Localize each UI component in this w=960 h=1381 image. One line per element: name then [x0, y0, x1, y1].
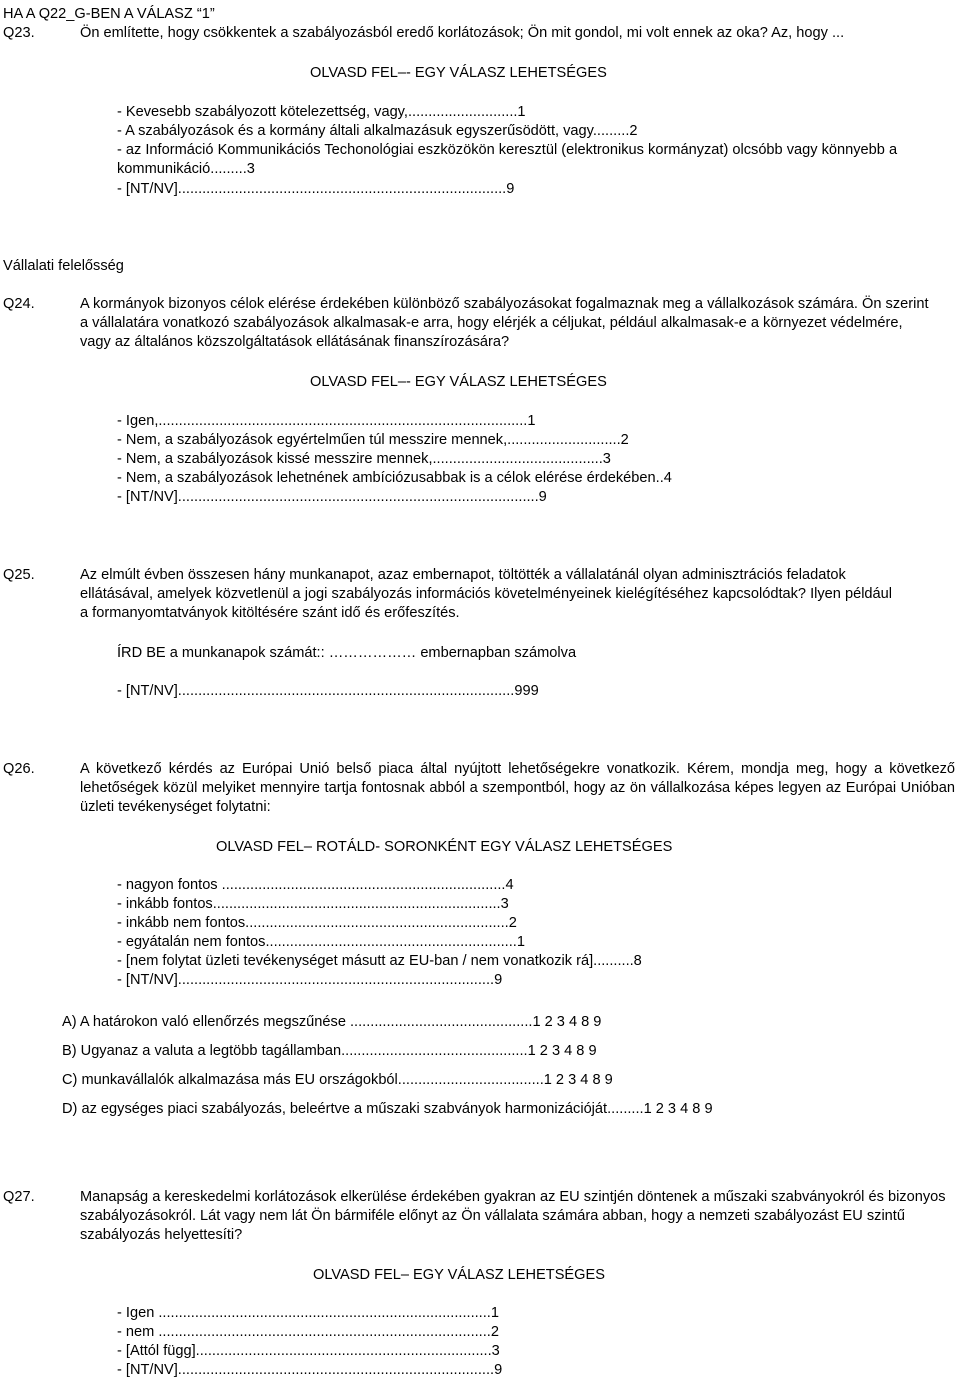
- q24-option-3: - Nem, a szabályozások kissé messzire mennek,..........................................3: [117, 451, 611, 467]
- q26-instruction: OLVASD FEL– ROTÁLD- SORONKÉNT EGY VÁLASZ LEHETSÉGES: [216, 839, 673, 855]
- q25-entry-field[interactable]: ÍRD BE a munkanapok számát:: ……………… embernapban számolva: [117, 645, 577, 661]
- q24-option-2: - Nem, a szabályozások egyértelműen túl messzire mennek,............................2: [117, 432, 629, 448]
- q23-number: Q23.: [3, 25, 35, 41]
- q26-number: Q26.: [3, 761, 35, 777]
- q24-number: Q24.: [3, 296, 35, 312]
- q27-option-9: - [NT/NV]..............................................................................9: [117, 1362, 503, 1378]
- q26-option-3: - inkább fontos.......................................................................3: [117, 896, 509, 912]
- q26-option-2: - inkább nem fontos.................................................................2: [117, 915, 517, 931]
- q25-number: Q25.: [3, 567, 35, 583]
- q27-instruction: OLVASD FEL– EGY VÁLASZ LEHETSÉGES: [313, 1267, 605, 1283]
- q24-question: A kormányok bizonyos célok elérése érdekében különböző szabályozásokat fogalmaznak meg a vállalkozások számára. Ön szerint a vállalatára vonatkozó szabályozások alkalmasak-e arra, hogy elérjék a céljukat, például alkalmasak-e a környezet védelmére, vagy az általános közszolgáltatások ellátásának finanszírozására?: [80, 296, 929, 350]
- q26-question: A következő kérdés az Európai Unió belső piaca által nyújtott lehetőségekre vonatkozik. Kérem, mondja meg, hogy a következő lehetőségek közül melyiket mennyire tartja fontosnak abból a szempontból, hogy az ön vállalkozása képes legyen az Európai Unióban üzleti tevékenységet folytatni:: [80, 761, 955, 815]
- q27-option-2: - nem ..................................................................................2: [117, 1324, 499, 1340]
- routing-instruction: HA A Q22_G-BEN A VÁLASZ “1”: [3, 6, 215, 22]
- q27-number: Q27.: [3, 1189, 35, 1205]
- q26-option-1: - egyátalán nem fontos..............................................................1: [117, 934, 525, 950]
- q24-instruction: OLVASD FEL–- EGY VÁLASZ LEHETSÉGES: [310, 374, 607, 390]
- q26-item-b: B) Ugyanaz a valuta a legtöbb tagállamban..............................................1 2 3 4 8 9: [62, 1043, 597, 1059]
- q23-option-9: - [NT/NV].................................................................................9: [117, 181, 515, 197]
- q26-option-9: - [NT/NV]..............................................................................9: [117, 972, 503, 988]
- q26-option-8: - [nem folytat üzleti tevékenységet másutt az EU-ban / nem vonatkozik rá]..........8: [117, 953, 642, 969]
- q26-item-c: C) munkavállalók alkalmazása más EU országokból....................................1 2 3 4 8 9: [62, 1072, 613, 1088]
- q24-option-1: - Igen,...........................................................................................1: [117, 413, 536, 429]
- q26-item-a: A) A határokon való ellenőrzés megszűnése .............................................1 2 3 4 8 9: [62, 1014, 602, 1030]
- q26-item-d: D) az egységes piaci szabályozás, beleértve a műszaki szabványok harmonizációját.........1 2 3 4 8 9: [62, 1101, 713, 1117]
- q23-question: Ön említette, hogy csökkentek a szabályozásból eredő korlátozások; Ön mit gondol, mi volt ennek az oka? Az, hogy ...: [80, 25, 845, 41]
- q27-question: Manapság a kereskedelmi korlátozások elkerülése érdekében gyakran az EU szintjén döntenek a műszaki szabványokról és bizonyos szabályozásokról. Lát vagy nem lát Ön bármiféle előnyt az Ön vállalata számára abban, hogy a nemzeti szabályozást EU szintű szabályozás helyettesíti?: [80, 1189, 946, 1243]
- q23-option-2: - A szabályozások és a kormány általi alkalmazásuk egyszerűsödött, vagy.........2: [117, 123, 638, 139]
- q25-option-999: - [NT/NV]...................................................................................999: [117, 683, 539, 699]
- q25-question: Az elmúlt évben összesen hány munkanapot, azaz embernapot, töltötték a vállalatánál olyan adminisztrációs feladatok ellátásával, amelyek közvetlenül a jogi szabályozás információs követelményeinek kielégítéséhez kapcsolódtak? Ilyen például a formanyomtatványok kitöltésére szánt idő és erőfeszítés.: [80, 567, 893, 621]
- q23-instruction: OLVASD FEL–- EGY VÁLASZ LEHETSÉGES: [310, 65, 607, 81]
- q24-option-4: - Nem, a szabályozások lehetnének ambíciózusabbak is a célok elérése érdekében..4: [117, 470, 672, 486]
- q27-option-1: - Igen ..................................................................................1: [117, 1305, 499, 1321]
- q23-option-3: - az Információ Kommunikációs Techonológiai eszközökön keresztül (elektronikus kormányzat) olcsóbb vagy könnyebb a kommunikáció.........3: [117, 142, 898, 177]
- q24-option-9: - [NT/NV].........................................................................................9: [117, 489, 547, 505]
- q27-option-3: - [Attól függ].........................................................................3: [117, 1343, 500, 1359]
- q26-option-4: - nagyon fontos ......................................................................4: [117, 877, 514, 893]
- q23-option-1: - Kevesebb szabályozott kötelezettség, vagy,...........................1: [117, 104, 526, 120]
- section-title: Vállalati felelősség: [3, 258, 124, 274]
